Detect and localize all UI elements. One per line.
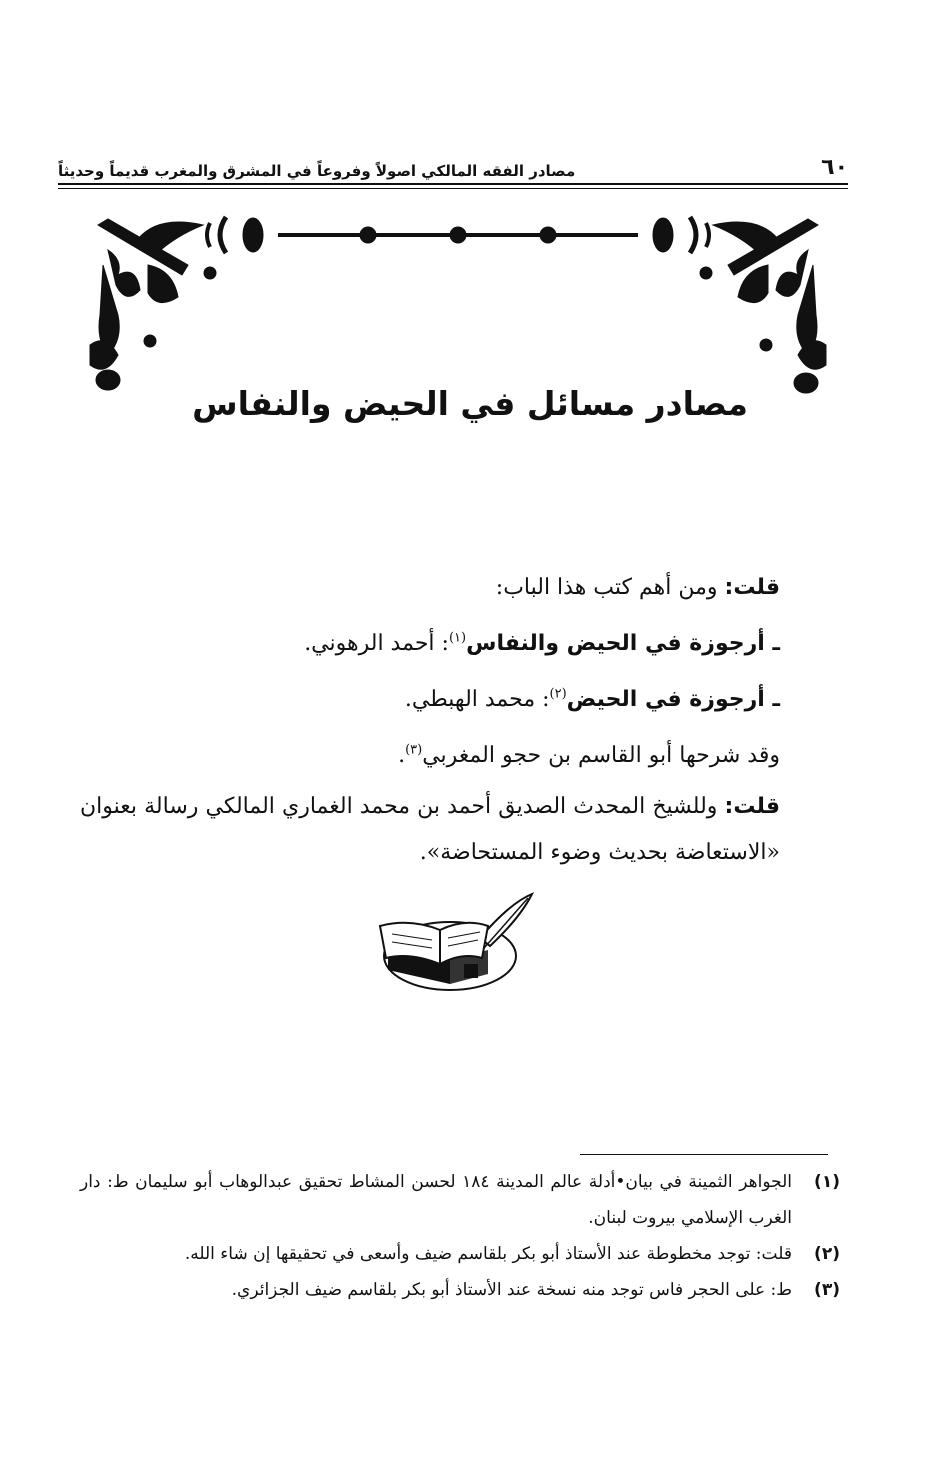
item3-end: . bbox=[398, 743, 406, 768]
footnote-3 bbox=[80, 1272, 840, 1308]
para2-lead: قلت: bbox=[724, 794, 780, 819]
footnote-number: (٢) bbox=[814, 1244, 840, 1264]
list-item bbox=[80, 616, 780, 672]
chapter-title: مصادر مسائل في الحيض والنفاس bbox=[192, 384, 748, 423]
page-number: ٦٠ bbox=[821, 155, 848, 180]
item3-text: وقد شرحها أبو القاسم بن حجو المغربي bbox=[422, 743, 780, 768]
item2-dash: ـ bbox=[764, 687, 780, 712]
para2-text: وللشيخ المحدث الصديق أحمد بن محمد الغماري المالكي رسالة بعنوان «الاستعاضة بحديث وضوء المستحاضة». bbox=[80, 794, 780, 865]
intro-line bbox=[80, 560, 780, 616]
running-title: مصادر الفقه المالكي اصولاً وفروعاً في المشرق والمغرب قديماً وحديثاً bbox=[58, 162, 576, 180]
item1-title: أرجوزة في الحيض والنفاس bbox=[466, 631, 765, 656]
header-rule-thin bbox=[58, 188, 848, 189]
footnotes bbox=[80, 1164, 840, 1308]
paragraph-2 bbox=[80, 784, 780, 876]
header-rule-thick bbox=[58, 183, 848, 185]
item1-dash: ـ bbox=[764, 631, 780, 656]
item2-title: أرجوزة في الحيض bbox=[566, 687, 765, 712]
footnote-1 bbox=[80, 1164, 840, 1236]
footnote-text: الجواهر الثمينة في بيان•أدلة عالم المدينة ١٨٤ لحسن المشاط تحقيق عبدالوهاب أبو سليمان ط: دار الغرب الإسلامي بيروت لبنان. bbox=[80, 1172, 792, 1228]
floral-corner-ornament-icon bbox=[78, 205, 838, 405]
footnote-text: ط: على الحجر فاس توجد منه نسخة عند الأستاذ أبو بكر بلقاسم ضيف الجزائري. bbox=[231, 1280, 792, 1300]
item1-rest: : أحمد الرهوني. bbox=[304, 631, 449, 656]
list-item bbox=[80, 672, 780, 728]
footnote-ref-2: (٢) bbox=[549, 686, 567, 702]
commentary-line bbox=[80, 728, 780, 784]
footnote-rule bbox=[580, 1154, 828, 1155]
footnote-ref-1: (١) bbox=[448, 630, 467, 646]
item2-rest: : محمد الهبطي. bbox=[404, 687, 550, 712]
intro-lead: قلت: bbox=[724, 575, 780, 600]
book-and-quill-icon bbox=[370, 888, 540, 998]
footnote-2 bbox=[80, 1236, 840, 1272]
footnote-ref-3: (٣) bbox=[405, 742, 423, 758]
footnote-number: (٣) bbox=[814, 1280, 840, 1300]
footnote-number: (١) bbox=[814, 1172, 840, 1192]
running-head bbox=[58, 150, 848, 180]
body-text bbox=[80, 560, 780, 876]
footnote-text: قلت: توجد مخطوطة عند الأستاذ أبو بكر بلقاسم ضيف وأسعى في تحقيقها إن شاء الله. bbox=[184, 1244, 792, 1264]
intro-text: ومن أهم كتب هذا الباب: bbox=[495, 575, 725, 600]
